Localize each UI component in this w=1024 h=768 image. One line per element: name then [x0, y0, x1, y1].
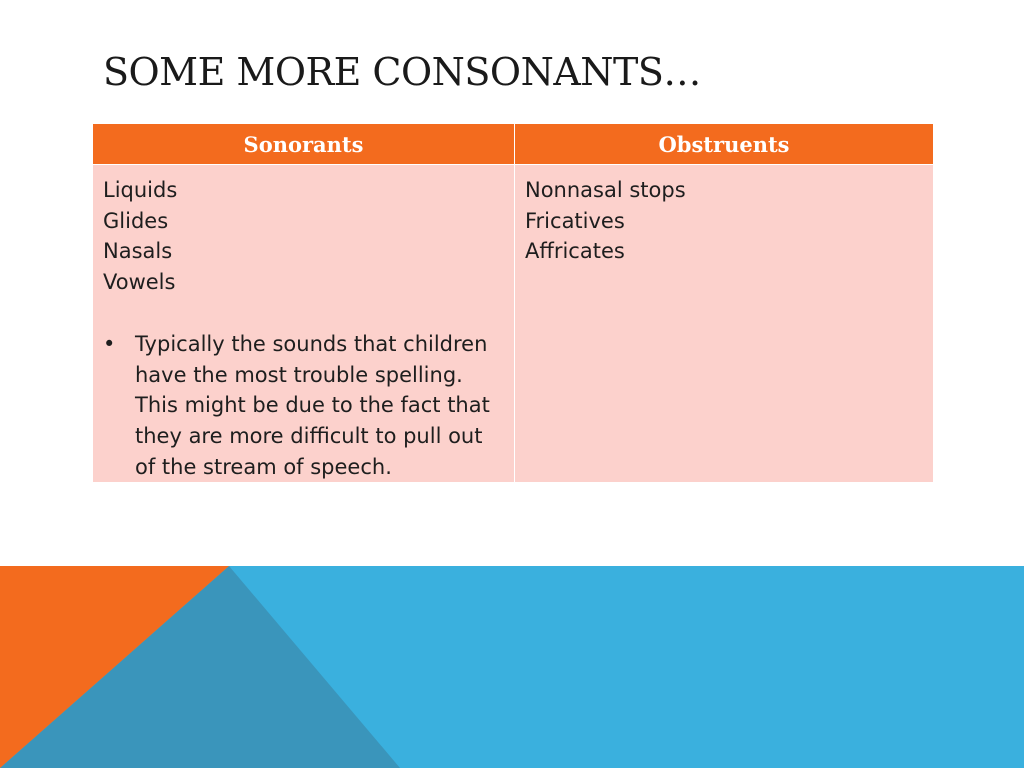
- header-obstruents: Obstruents: [515, 124, 934, 165]
- list-item: Vowels: [103, 270, 176, 295]
- bullet-note: [103, 329, 504, 483]
- list-item: Glides: [103, 208, 169, 233]
- slide-title: SOME MORE CONSONANTS…: [103, 50, 701, 94]
- cell-sonorants: [93, 165, 515, 483]
- list-item: Affricates: [525, 239, 625, 264]
- list-item: Fricatives: [525, 208, 625, 233]
- bullet-icon: •: [103, 331, 116, 356]
- consonants-table: [92, 123, 934, 483]
- header-sonorants: Sonorants: [93, 124, 515, 165]
- decorative-footer: [0, 566, 1024, 768]
- list-item: Nonnasal stops: [525, 178, 686, 202]
- bullet-list: [103, 329, 504, 483]
- table-header-row: [93, 124, 934, 165]
- list-item: Nasals: [103, 239, 173, 264]
- bullet-note-text: Typically the sounds that children have the most trouble spelling. This might be due to the fact that they are more difficult to pull out of the stream of speech.: [135, 331, 490, 479]
- cell-obstruents: [515, 165, 934, 483]
- list-item: Liquids: [103, 178, 178, 202]
- table-row: [93, 165, 934, 483]
